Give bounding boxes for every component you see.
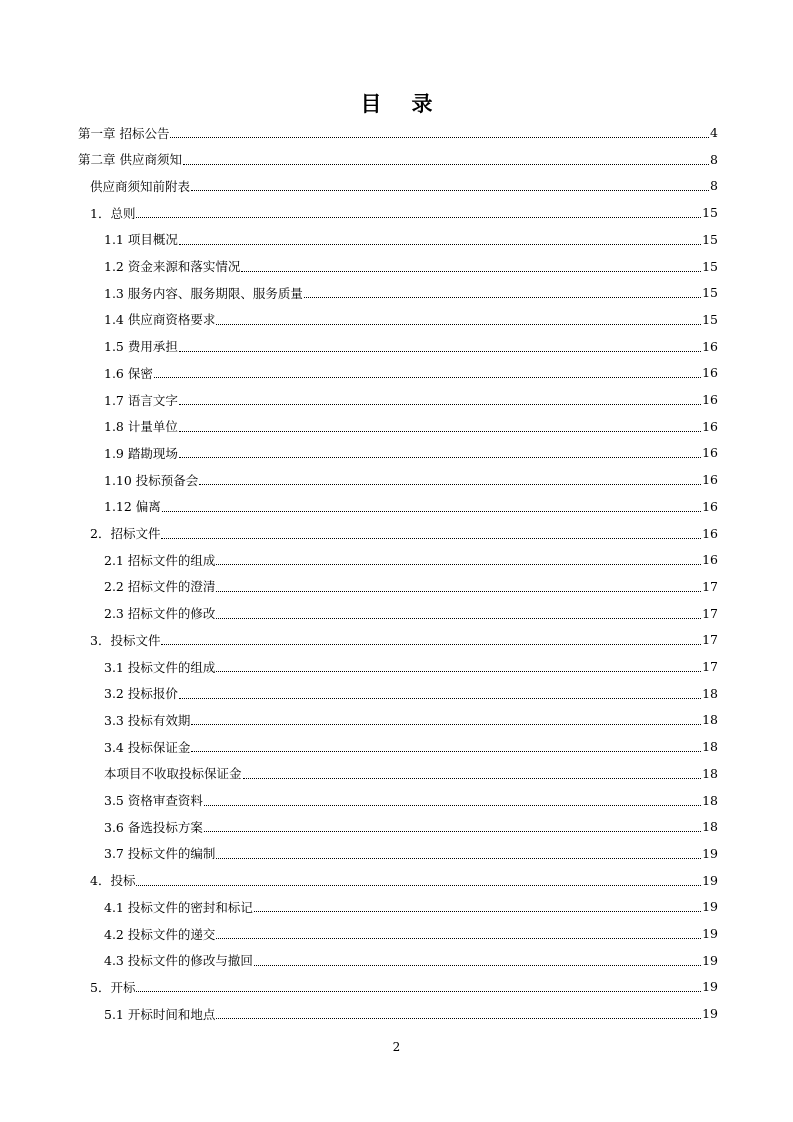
toc-entry-page: 17 [702,578,718,594]
toc-entry[interactable] [78,119,718,146]
toc-entry-label: 4.3 投标文件的修改与撤回 [104,953,253,969]
toc-entry-label: 3.3 投标有效期 [104,712,191,728]
page-title [0,88,793,118]
toc-leader-dots [241,271,701,272]
toc-entry-page: 16 [702,338,718,354]
toc-leader-dots [191,751,701,752]
toc-entry[interactable] [90,520,718,547]
toc-entry-label: 1．总则 [90,205,136,221]
toc-entry-page: 8 [710,151,718,167]
toc-entry[interactable] [104,386,718,413]
toc-entry-page: 19 [702,952,718,968]
toc-entry-page: 8 [710,178,718,194]
toc-entry[interactable] [90,973,718,1000]
toc-entry-page: 16 [702,525,718,541]
toc-entry[interactable] [78,146,718,173]
toc-leader-dots [191,724,701,725]
toc-leader-dots [179,244,701,245]
toc-leader-dots [216,564,701,565]
toc-entry-label: 供应商须知前附表 [90,178,191,194]
toc-entry-label: 3.4 投标保证金 [104,739,191,755]
toc-entry-page: 19 [702,1006,718,1022]
toc-entry-page: 15 [702,311,718,327]
toc-entry[interactable] [104,493,718,520]
toc-entry[interactable] [104,947,718,974]
toc-leader-dots [254,965,701,966]
toc-entry[interactable] [104,466,718,493]
toc-leader-dots [161,644,701,645]
toc-leader-dots [179,404,701,405]
toc-entry-label: 2．招标文件 [90,526,161,541]
toc-entry-label: 3.6 备选投标方案 [104,819,203,835]
toc-leader-dots [216,858,701,859]
toc-entry[interactable] [104,920,718,947]
toc-leader-dots [183,164,709,165]
title-left-char: 目 [360,91,382,116]
toc-entry[interactable] [104,733,718,760]
toc-leader-dots [179,457,701,458]
toc-entry-label: 3.1 投标文件的组成 [104,659,216,675]
toc-entry-label: 4.1 投标文件的密封和标记 [104,899,253,915]
toc-entry-page: 15 [702,231,718,247]
toc-entry-label: 1.8 计量单位 [104,419,178,435]
toc-leader-dots [204,805,701,806]
toc-entry[interactable] [104,226,718,253]
toc-entry-page: 16 [702,445,718,461]
toc-entry-label: 1.12 偏离 [104,499,161,515]
toc-entry[interactable] [104,359,718,386]
toc-entry[interactable] [104,546,718,573]
toc-entry-label: 4.2 投标文件的递交 [104,926,216,942]
toc-entry[interactable] [104,893,718,920]
toc-entry-page: 16 [702,418,718,434]
toc-leader-dots [154,377,701,378]
toc-entry-page: 19 [702,899,718,915]
toc-entry-label: 1.5 费用承担 [104,339,178,355]
toc-entry-label: 1.7 语言文字 [104,392,178,408]
toc-leader-dots [136,991,701,992]
toc-entry[interactable] [104,653,718,680]
toc-entry-page: 16 [702,498,718,514]
toc-entry-page: 17 [702,605,718,621]
toc-entry-page: 16 [702,472,718,488]
toc-entry-page: 19 [702,872,718,888]
toc-entry-label: 3．投标文件 [90,632,161,648]
toc-leader-dots [170,137,709,138]
toc-entry-page: 19 [702,926,718,941]
toc-entry[interactable] [104,253,718,280]
toc-entry-label: 1.2 资金来源和落实情况 [104,259,241,274]
toc-leader-dots [216,324,701,325]
toc-entry[interactable] [104,333,718,360]
toc-entry-page: 19 [702,845,718,861]
toc-entry-label: 2.2 招标文件的澄清 [104,579,216,595]
toc-entry[interactable] [104,706,718,733]
toc-entry-label: 1.4 供应商资格要求 [104,312,216,328]
toc-leader-dots [179,698,701,699]
toc-entry[interactable] [90,626,718,653]
toc-entry-label: 1.6 保密 [104,365,153,381]
toc-entry-page: 18 [702,792,718,808]
toc-leader-dots [162,511,701,512]
toc-leader-dots [216,671,701,672]
toc-entry[interactable] [104,279,718,306]
toc-entry-label: 本项目不收取投标保证金 [104,766,242,782]
toc-entry[interactable] [104,413,718,440]
toc-entry-page: 16 [702,552,718,568]
toc-entry-page: 16 [702,365,718,381]
toc-entry[interactable] [104,439,718,466]
toc-entry-label: 3.2 投标报价 [104,686,178,702]
toc-entry[interactable] [104,787,718,814]
toc-entry-page: 19 [702,979,718,995]
toc-leader-dots [204,831,701,832]
page-number: 2 [392,1040,401,1054]
toc-leader-dots [191,190,709,191]
toc-entry-label: 2.1 招标文件的组成 [104,552,216,568]
toc-entry-page: 15 [702,258,718,274]
toc-entry-page: 18 [702,819,718,835]
toc-entry-label: 第二章 供应商须知 [78,152,182,168]
toc-entry-page: 4 [710,125,718,140]
toc-leader-dots [254,911,701,912]
toc-leader-dots [179,351,701,352]
toc-entry-label: 1.9 踏勘现场 [104,445,178,461]
toc-leader-dots [243,778,702,779]
toc-entry-label: 1.1 项目概况 [104,232,178,248]
toc-entry[interactable] [90,867,718,894]
toc-entry-page: 18 [702,685,718,701]
toc-entry-label: 3.5 资格审查资料 [104,793,203,808]
toc-entry-label: 5．开标 [90,979,136,995]
toc-entry[interactable] [104,760,718,787]
toc-entry-label: 1.10 投标预备会 [104,472,199,488]
toc-entry-page: 17 [702,632,718,648]
toc-entry[interactable] [104,840,718,867]
toc-entry-page: 18 [702,712,718,728]
toc-entry[interactable] [104,306,718,333]
toc-entry[interactable] [104,600,718,627]
toc-leader-dots [199,484,701,485]
toc-entry-label: 4．投标 [90,873,136,889]
toc-entry-page: 15 [702,205,718,221]
toc-entry-label: 2.3 招标文件的修改 [104,606,216,622]
toc-entry[interactable] [104,813,718,840]
toc-entry-label: 1.3 服务内容、服务期限、服务质量 [104,285,303,301]
toc-leader-dots [216,618,701,619]
toc-entry-label: 3.7 投标文件的编制 [104,846,216,862]
toc-leader-dots [179,431,701,432]
toc-leader-dots [136,217,701,218]
toc-entry-page: 18 [702,739,718,755]
toc-entry-page: 17 [702,659,718,674]
title-right-char: 录 [411,91,433,116]
toc-entry-page: 18 [702,765,718,781]
toc-entry[interactable] [104,680,718,707]
toc-leader-dots [161,538,701,539]
toc-leader-dots [136,885,701,886]
toc-leader-dots [216,591,701,592]
toc-entry-label: 5.1 开标时间和地点 [104,1006,216,1022]
toc-entry-label: 第一章 招标公告 [78,125,170,141]
toc-entry[interactable] [90,199,718,226]
toc-leader-dots [304,297,701,298]
toc-leader-dots [216,938,701,939]
toc-entry[interactable] [90,172,718,199]
toc-entry-page: 15 [702,285,718,301]
toc-entry[interactable] [104,1000,718,1027]
toc-leader-dots [216,1018,701,1019]
toc-entry-page: 16 [702,392,718,407]
toc-entry[interactable] [104,573,718,600]
